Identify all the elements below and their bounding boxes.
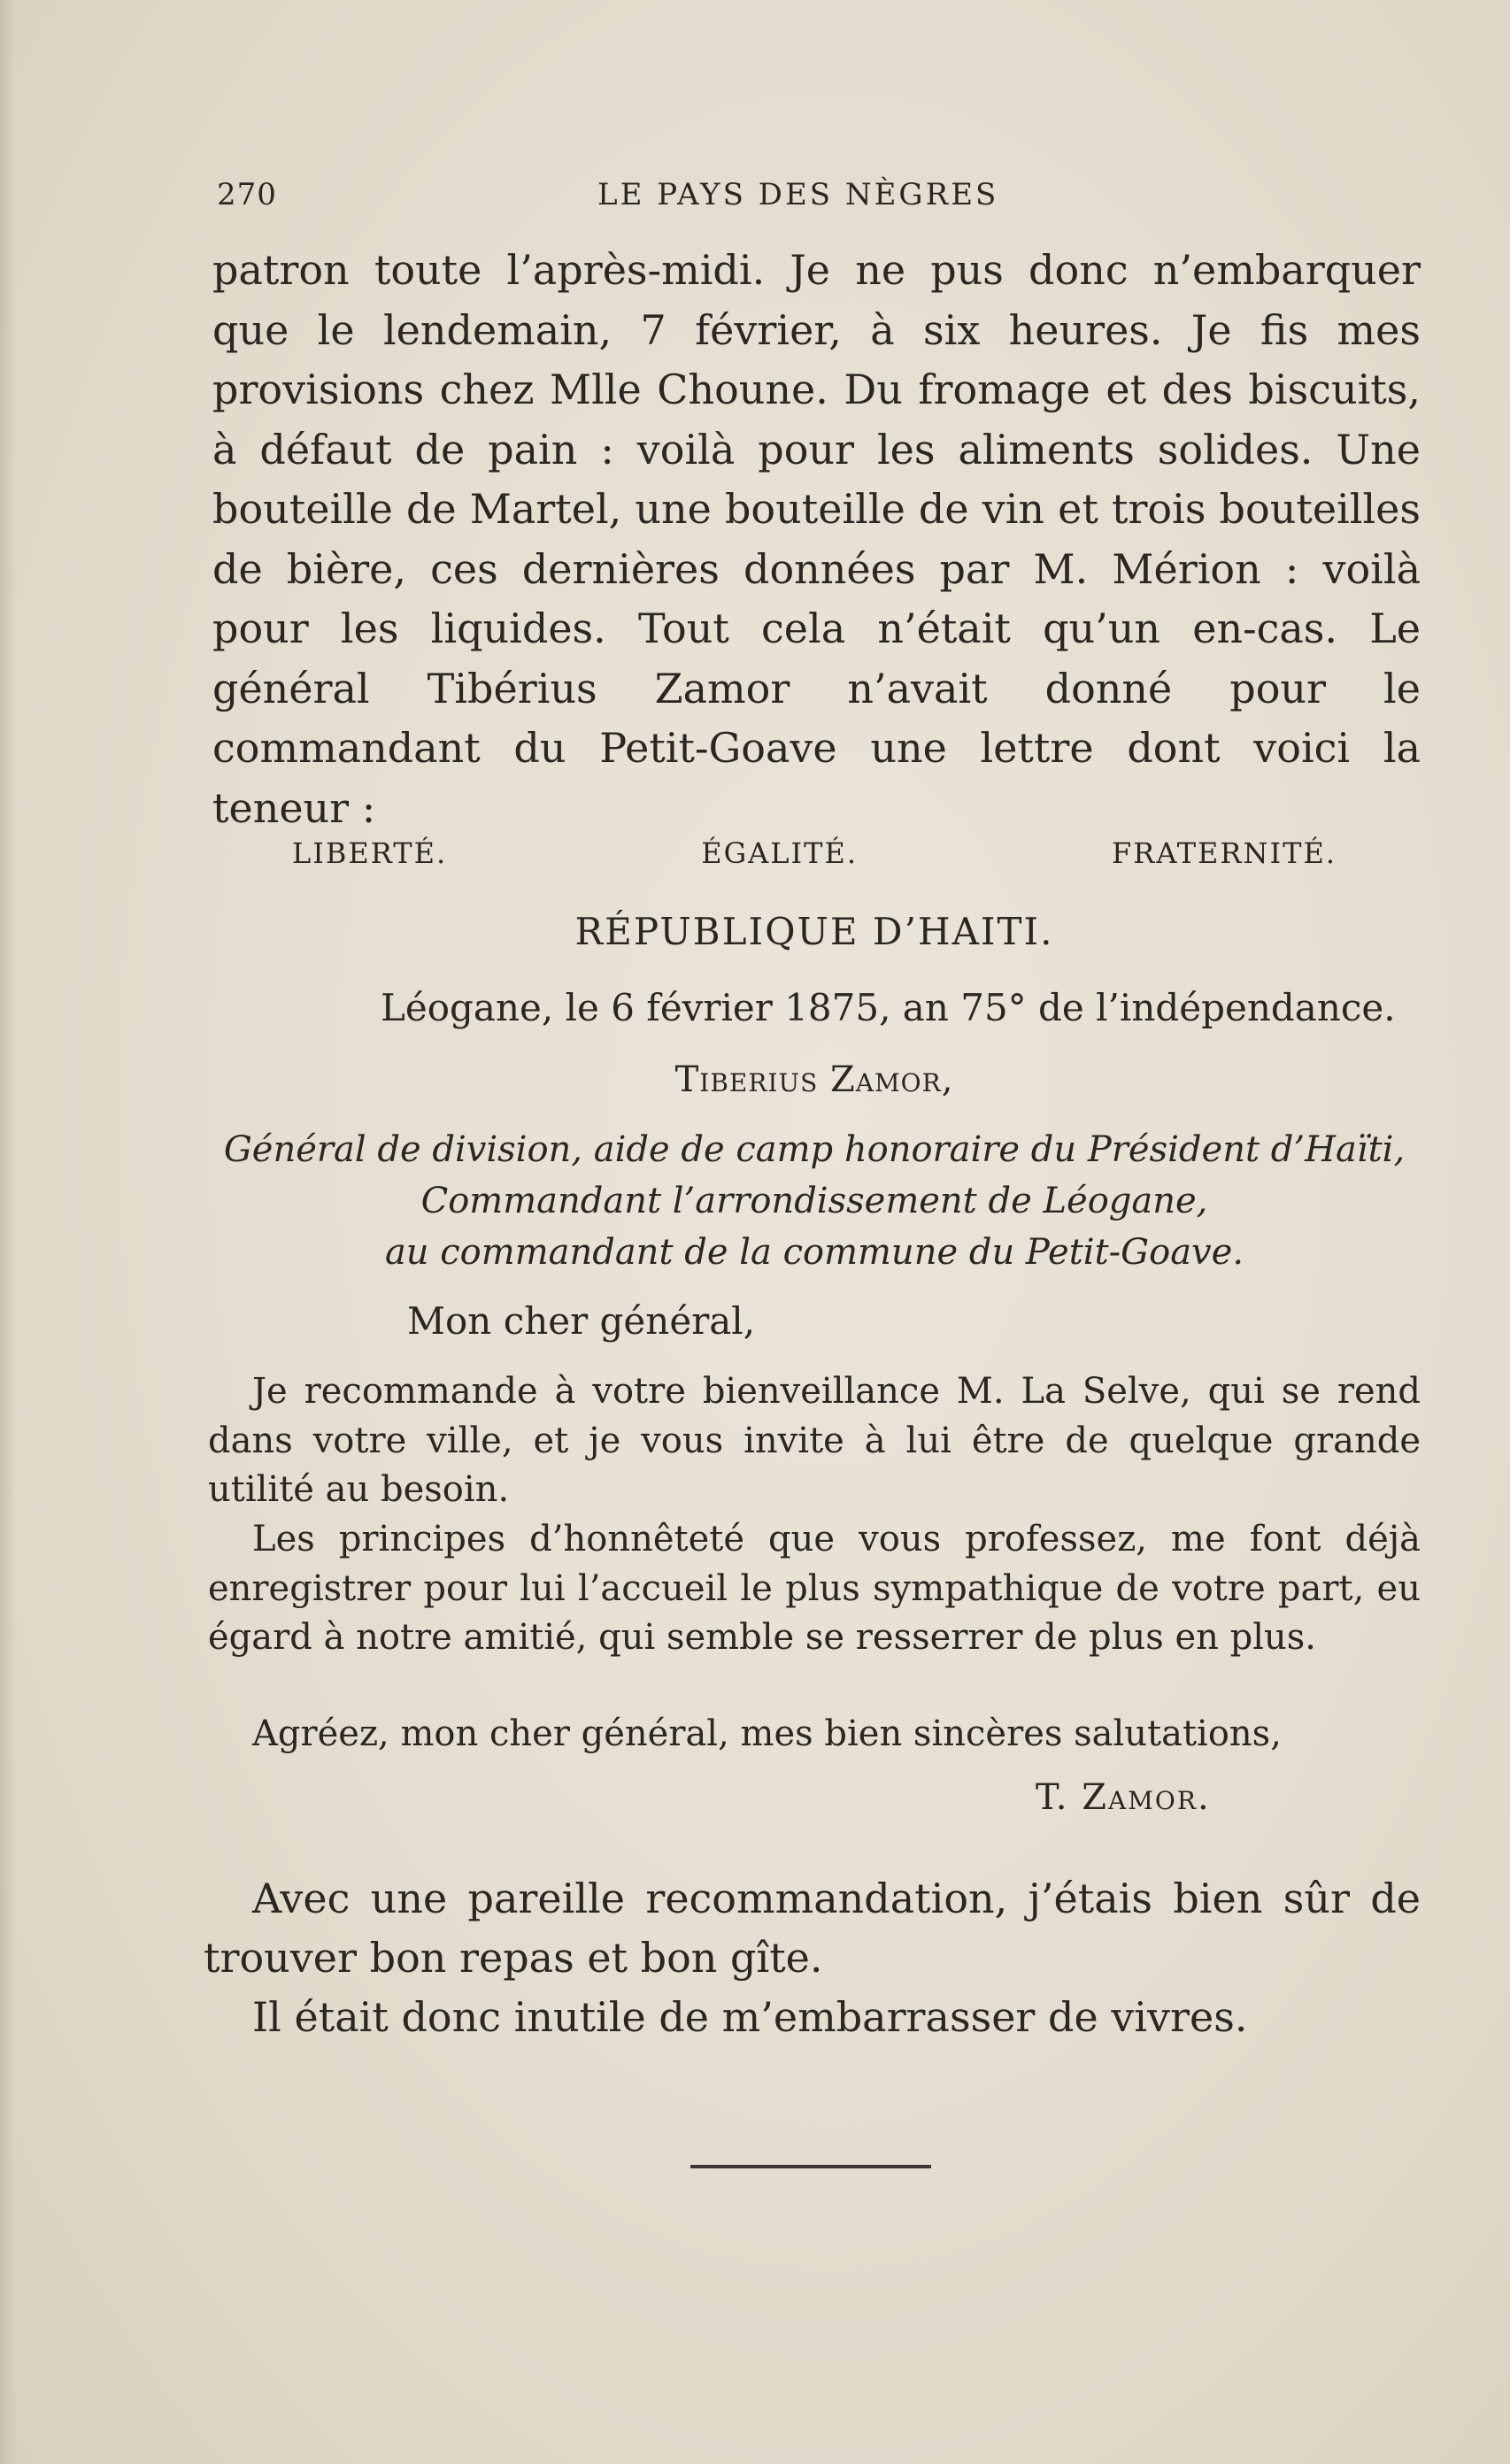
- motto-egalite: ÉGALITÉ.: [701, 836, 858, 870]
- motto-liberte: LIBERTÉ.: [292, 836, 448, 870]
- letter-signatory: Tiberius Zamor,: [674, 1059, 954, 1100]
- letter-signature: T. Zamor.: [1036, 1777, 1211, 1818]
- page-edge-shadow: [0, 0, 16, 2464]
- letter-paragraph-2: Les principes d’honnêteté que vous professez, me font déjà enregistrer pour lui l’accueil le plus sympathique de votre part, eu égard à notre amitié, qui semble se resserrer de plus en plus.: [208, 1519, 1421, 1658]
- page-header: [217, 177, 1421, 221]
- letter-salutation: Mon cher général,: [407, 1299, 756, 1343]
- signatory-titles: [208, 1124, 1421, 1278]
- title-line-1: Général de division, aide de camp honoraire du Président d’Haïti,: [223, 1129, 1406, 1170]
- motto-fraternite: FRATERNITÉ.: [1112, 836, 1337, 870]
- page-number: 270: [217, 177, 277, 212]
- running-title: LE PAYS DES NÈGRES: [597, 177, 999, 212]
- republic-heading: RÉPUBLIQUE D’HAITI.: [574, 910, 1054, 953]
- closing-paragraph-1: Avec une pareille recommandation, j’étais bien sûr de trouver bon repas et bon gîte.: [204, 1875, 1421, 1982]
- letter-paragraph-1: Je recommande à votre bienveillance M. La Selve, qui se rend dans votre ville, et je vous invite à lui être de quelque grande utilité au besoin.: [208, 1371, 1421, 1510]
- republic-motto: [292, 836, 1337, 870]
- letter-paragraph-3: Agréez, mon cher général, mes bien sincères salutations,: [252, 1713, 1282, 1754]
- paragraph-1: patron toute l’après-midi. Je ne pus donc n’embarquer que le lendemain, 7 février, à six heures. Je fis mes provisions chez Mlle Choune. Du fromage et des biscuits, à défaut de pain : voilà pour les aliments solides. Une bouteille de Martel, une bouteille de vin et trois bouteilles de bière, ces dernières données par M. Mérion : voilà pour les liquides. Tout cela n’était qu’un en-cas. Le général Tibérius Zamor n’avait donné pour le commandant du Petit-Goave une lettre dont voici la teneur :: [212, 246, 1421, 832]
- letter-dateline: Léogane, le 6 février 1875, an 75° de l’indépendance.: [381, 986, 1396, 1029]
- title-line-3: au commandant de la commune du Petit-Goave.: [384, 1232, 1244, 1273]
- closing-paragraph-2: Il était donc inutile de m’embarrasser de vivres.: [252, 1993, 1248, 2041]
- title-line-2: Commandant l’arrondissement de Léogane,: [420, 1181, 1208, 1221]
- chapter-end-rule: [690, 2165, 931, 2168]
